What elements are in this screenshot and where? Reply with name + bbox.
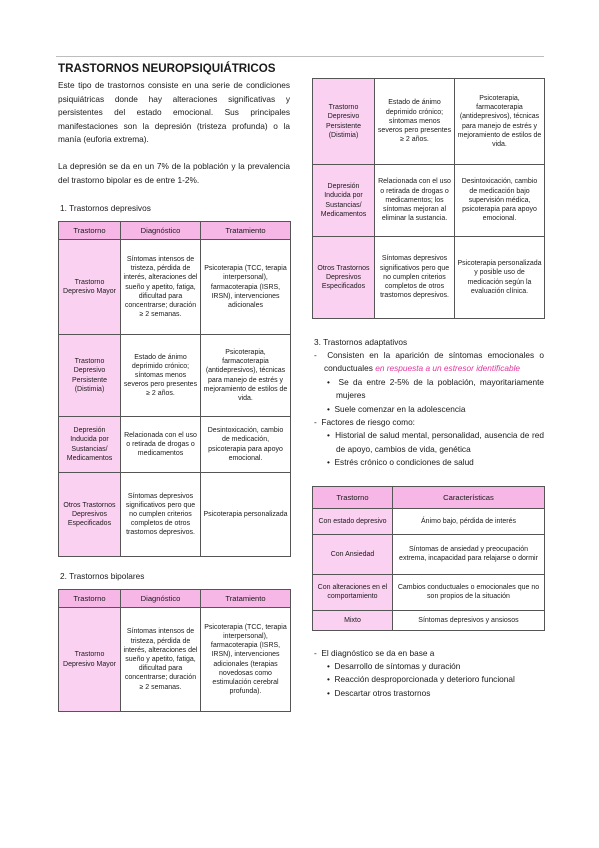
treatment-cell: Psicoterapia, farmacoterapia (antidepresivos), técnicas para manejo de estrés y mejoramiento de estilos de vida. (201, 335, 291, 417)
bullet-text: Se da entre 2-5% de la población, mayoritariamente mujeres (336, 376, 545, 401)
list-item: • Estrés crónico o condiciones de salud (327, 457, 474, 468)
bullet-text: Historial de salud mental, personalidad, ausencia de red de apoyo, cambios de vida, genética (335, 430, 545, 454)
adaptive-list (312, 349, 544, 470)
page-title: TRASTORNOS NEUROPSIQUIÁTRICOS (58, 62, 276, 75)
depressive-table (58, 221, 291, 557)
intro-paragraph-2: La depresión se da en un 7% de la población y la prevalencia del trastorno bipolar es de entre 1-2%. (58, 160, 290, 185)
disorder-cell: Otros Trastornos Depresivos Especificados (313, 237, 375, 319)
bullet-text: Desarrollo de síntomas y duración (334, 661, 461, 672)
disorder-cell: Otros Trastornos Depresivos Especificados (59, 473, 121, 557)
table-row (59, 473, 291, 557)
list-item: • Suele comenzar en la adolescencia (327, 403, 466, 414)
diagnosis-cell: Síntomas depresivos significativos pero que no cumplen criterios completos de otros trastornos depresivos. (121, 473, 201, 557)
diagnosis-label: El diagnóstico se da en base a (321, 647, 435, 658)
table-header-row (313, 486, 545, 508)
section-depressive-heading: 1. Trastornos depresivos (60, 203, 151, 214)
table-row (313, 165, 545, 237)
bipolar-table (58, 589, 291, 712)
left-column (58, 62, 290, 712)
table-row (313, 508, 545, 534)
list-item: • Descartar otros trastornos (327, 687, 431, 698)
characteristics-cell: Ánimo bajo, pérdida de interés (393, 508, 545, 534)
list-item: • Historial de salud mental, personalidad, ausencia de red de apoyo, cambios de vida, genética (327, 430, 545, 454)
table-row (59, 417, 291, 473)
col-header-trastorno: Trastorno (59, 222, 121, 240)
col-header-diagnostico: Diagnóstico (121, 222, 201, 240)
list-item: - Factores de riesgo como: (314, 417, 415, 428)
col-header-diagnostico: Diagnóstico (121, 590, 201, 608)
bipolar-table-continued (312, 78, 545, 319)
list-item: • Se da entre 2-5% de la población, mayoritariamente mujeres (327, 376, 545, 401)
disorder-cell: Trastorno Depresivo Persistente (Distimia) (313, 79, 375, 165)
table-header-row (59, 590, 291, 608)
characteristics-cell: Cambios conductuales o emocionales que no son propios de la situación (393, 574, 545, 610)
list-item: - Consisten en la aparición de síntomas emocionales o conductuales en respuesta a un estresor identificable (314, 350, 544, 374)
diagnosis-cell: Síntomas intensos de tristeza, pérdida de interés, alteraciones del sueño y apetito, fatiga, dificultad para concentrarse; duración ≥ 2 semanas. (121, 240, 201, 335)
col-header-trastorno: Trastorno (59, 590, 121, 608)
diagnosis-cell: Relacionada con el uso o retirada de drogas o medicamentos (121, 417, 201, 473)
table-row (313, 534, 545, 574)
table-row (313, 237, 545, 319)
disorder-cell: Trastorno Depresivo Persistente (Distimia) (59, 335, 121, 417)
table-row (59, 335, 291, 417)
diagnosis-list (312, 647, 544, 701)
table-row (313, 79, 545, 165)
adaptive-table (312, 486, 545, 631)
right-column (312, 78, 544, 700)
treatment-cell: Psicoterapia personalizada y posible uso de medicación según la evaluación clínica. (455, 237, 545, 319)
table-row (59, 608, 291, 712)
table-row (313, 610, 545, 630)
disorder-cell: Con Ansiedad (313, 534, 393, 574)
diagnosis-cell: Estado de ánimo deprimido crónico; síntomas menos severos pero presentes ≥ 2 años. (375, 79, 455, 165)
treatment-cell: Psicoterapia personalizada (201, 473, 291, 557)
section-adaptive-heading: 3. Trastornos adaptativos (314, 337, 408, 347)
characteristics-cell: Síntomas de ansiedad y preocupación extrema, incapacidad para relajarse o dormir (393, 534, 545, 574)
adaptive-definition: Consisten en la aparición de síntomas emocionales o conductuales (324, 350, 544, 374)
bullet-text: Reacción desproporcionada y deterioro funcional (334, 674, 515, 685)
col-header-caracteristicas: Características (393, 486, 545, 508)
bullet-text: Suele comenzar en la adolescencia (334, 403, 466, 414)
risk-factors-label: Factores de riesgo como: (321, 417, 415, 428)
col-header-trastorno: Trastorno (313, 486, 393, 508)
col-header-tratamiento: Tratamiento (201, 590, 291, 608)
treatment-cell: Desintoxicación, cambio de medicación bajo supervisión médica, psicoterapia para apoyo emocional. (455, 165, 545, 237)
section-bipolar-heading: 2. Trastornos bipolares (60, 571, 145, 582)
adaptive-definition-highlight: en respuesta a un estresor identificable (375, 363, 521, 374)
treatment-cell: Psicoterapia (TCC, terapia interpersonal), farmacoterapia (ISRS, IRSN), intervenciones adicionales (terapias novedosas como estimulación cerebral profunda). (201, 608, 291, 712)
diagnosis-cell: Relacionada con el uso o retirada de drogas o medicamentos; los síntomas mejoran al eliminar la sustancia. (375, 165, 455, 237)
disorder-cell: Con alteraciones en el comportamiento (313, 574, 393, 610)
list-item: - El diagnóstico se da en base a (314, 647, 435, 658)
treatment-cell: Psicoterapia, farmacoterapia (antidepresivos), técnicas para manejo de estrés y mejoramiento de estilos de vida. (455, 79, 545, 165)
disorder-cell: Depresión Inducida por Sustancias/ Medicamentos (313, 165, 375, 237)
table-row (313, 574, 545, 610)
list-item: • Reacción desproporcionada y deterioro funcional (327, 674, 515, 685)
diagnosis-cell: Síntomas depresivos significativos pero que no cumplen criterios completos de otros trastornos depresivos. (375, 237, 455, 319)
characteristics-cell: Síntomas depresivos y ansiosos (393, 610, 545, 630)
intro-paragraph: Este tipo de trastornos consiste en una serie de condiciones psiquiátricas donde hay alteraciones significativas y persistentes del estado emocional. Sus principales manifestaciones son la depresión (tristeza profunda) o la manía (euforia extrema). (58, 80, 290, 145)
bullet-text: Estrés crónico o condiciones de salud (334, 457, 474, 468)
bullet-text: Descartar otros trastornos (334, 687, 431, 698)
diagnosis-cell: Estado de ánimo deprimido crónico; síntomas menos severos pero presentes ≥ 2 años. (121, 335, 201, 417)
disorder-cell: Trastorno Depresivo Mayor (59, 608, 121, 712)
disorder-cell: Depresión Inducida por Sustancias/ Medicamentos (59, 417, 121, 473)
top-rule (56, 56, 544, 57)
disorder-cell: Mixto (313, 610, 393, 630)
disorder-cell: Trastorno Depresivo Mayor (59, 240, 121, 335)
table-row (59, 240, 291, 335)
col-header-tratamiento: Tratamiento (201, 222, 291, 240)
list-item: • Desarrollo de síntomas y duración (327, 661, 461, 672)
treatment-cell: Desintoxicación, cambio de medicación, psicoterapia para apoyo emocional. (201, 417, 291, 473)
treatment-cell: Psicoterapia (TCC, terapia interpersonal), farmacoterapia (ISRS, IRSN), intervenciones adicionales (201, 240, 291, 335)
table-header-row (59, 222, 291, 240)
disorder-cell: Con estado depresivo (313, 508, 393, 534)
diagnosis-cell: Síntomas intensos de tristeza, pérdida de interés, alteraciones del sueño y apetito, fatiga, dificultad para concentrarse; duración ≥ 2 semanas. (121, 608, 201, 712)
